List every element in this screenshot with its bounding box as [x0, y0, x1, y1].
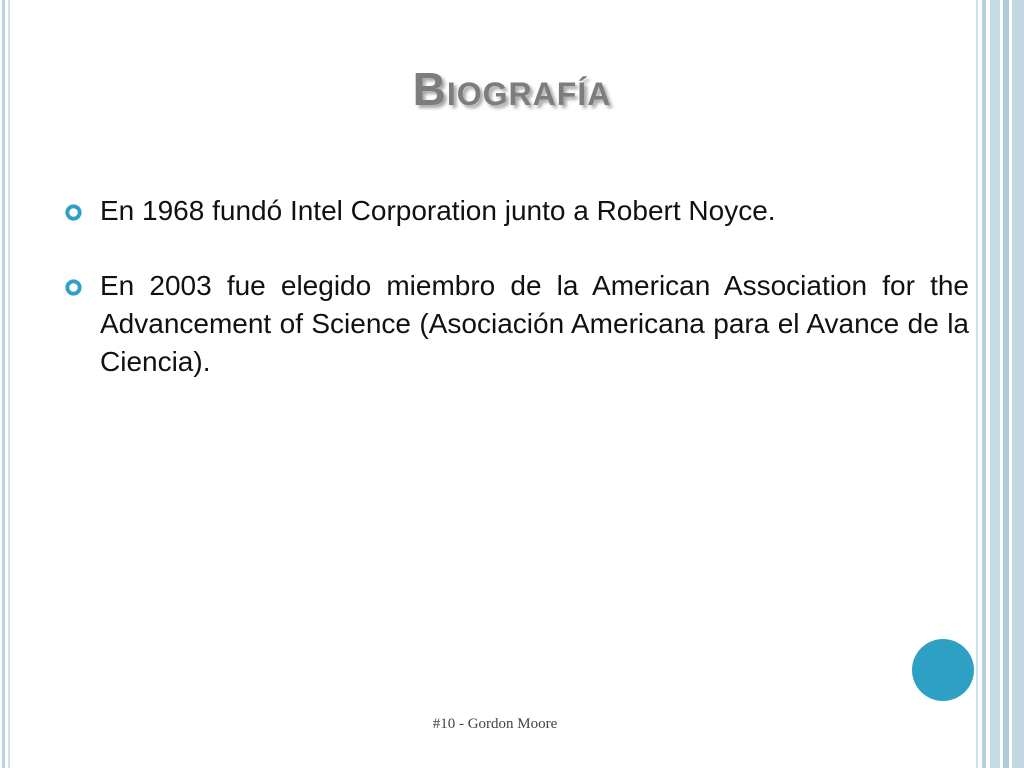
bullet-text: En 1968 fundó Intel Corporation junto a Robert Noyce.: [100, 195, 776, 226]
slide-footer: #10 - Gordon Moore: [432, 716, 558, 732]
bullet-text: En 2003 fue elegido miembro de la American Association for the Advancement of Science (Asociación Americana para el Avance de la Ciencia).: [100, 270, 969, 377]
bullet-list: [64, 192, 969, 418]
bullet-item: [64, 192, 969, 230]
bullet-item: [64, 267, 969, 381]
ring-bullet-icon: [64, 203, 83, 222]
slide-title: Biografía: [412, 63, 612, 115]
ring-bullet-icon: [64, 278, 83, 297]
circle-decoration: [912, 639, 974, 701]
